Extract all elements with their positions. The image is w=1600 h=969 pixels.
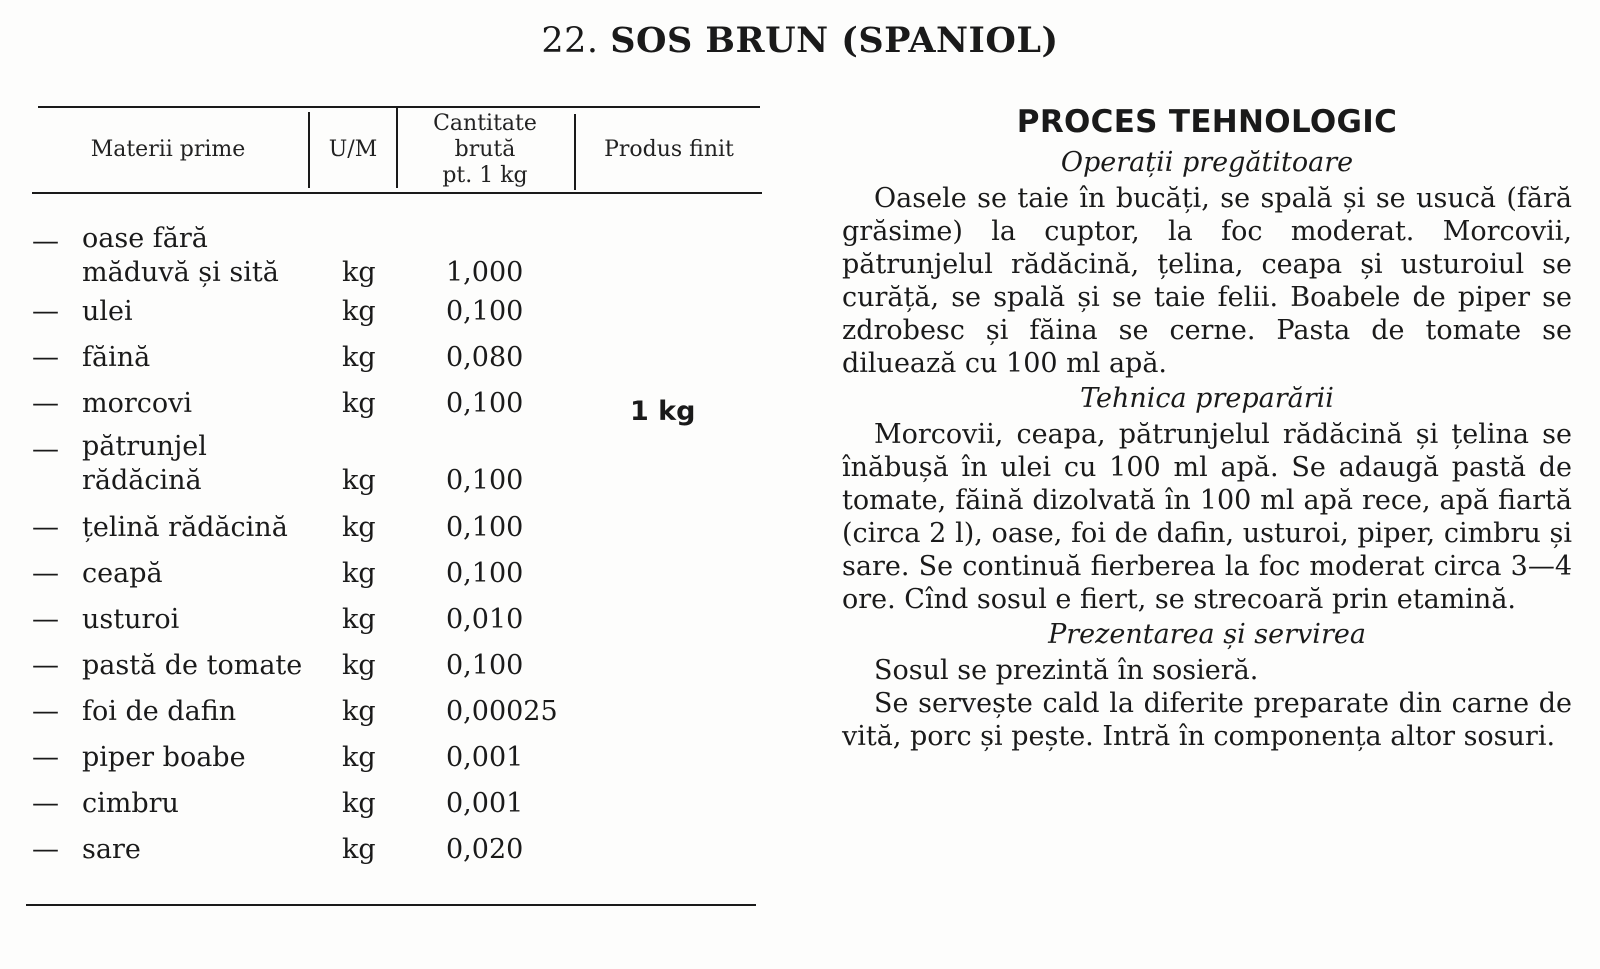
table-row [30,430,762,496]
ingredient-unit: kg [342,604,376,635]
ingredient-quantity: 0,100 [446,388,524,419]
ingredient-quantity: 0,020 [446,834,524,865]
table-row [30,738,762,778]
recipe-number: 22. [541,21,599,61]
row-dash: — [32,604,59,635]
header-produs-label: Produs finit [604,137,734,162]
ingredient-unit: kg [342,296,376,327]
row-dash: — [32,388,59,419]
header-separator-1 [308,112,310,188]
table-row [30,338,762,378]
ingredient-unit: kg [342,388,376,419]
ingredient-quantity: 0,100 [446,558,524,589]
ingredient-name: făină [82,342,151,373]
header-um-label: U/M [328,137,378,162]
ingredient-unit: kg [342,512,376,543]
ingredients-table [30,106,762,916]
ingredient-name: piper boabe [82,742,246,773]
row-dash: — [32,512,59,543]
ingredient-name-line2: măduvă și sită [82,257,279,288]
ingredient-unit: kg [342,742,376,773]
section-paragraph: Se servește cald la diferite preparate din carne de vită, porc și pește. Intră în componența altor sosuri. [842,688,1572,752]
ingredient-name-line1: pătrunjel [82,431,207,462]
section-title-tehnica: Tehnica preparării [1080,383,1334,414]
ingredient-quantity: 0,00025 [446,696,558,727]
ingredient-unit: kg [342,788,376,819]
ingredient-name: foi de dafin [82,696,237,727]
table-row [30,222,762,288]
ingredient-unit: kg [342,342,376,373]
section-title-operatii: Operații pregătitoare [1060,147,1354,178]
ingredient-name: usturoi [82,604,180,635]
row-dash: — [32,696,59,727]
ingredient-name: cimbru [82,788,179,819]
section-paragraph: Oasele se taie în bucăți, se spală și se usucă (fără grăsime) la cuptor, la foc moderat. Morcovii, pătrunjelul rădăcină, țelina, ceapa și usturoiul se curăță, se spală și se taie felii. Boabele de piper se zdrobesc și făina se cerne. Pasta de tomate se diluează cu 100 ml apă. [842,183,1572,379]
header-produs-finit [576,108,762,192]
row-dash: — [32,434,59,465]
header-materii-prime [30,108,306,192]
process-heading: PROCES TEHNOLOGIC [1016,104,1398,140]
process-section [842,100,1572,753]
ingredient-quantity: 0,100 [446,465,524,496]
table-row [30,830,762,870]
ingredient-quantity: 1,000 [446,257,524,288]
ingredient-quantity: 0,100 [446,650,524,681]
table-row [30,554,762,594]
ingredient-name: ulei [82,296,133,327]
page-title [0,20,1600,61]
row-dash: — [32,742,59,773]
row-dash: — [32,834,59,865]
ingredient-quantity: 0,080 [446,342,524,373]
ingredient-unit: kg [342,834,376,865]
ingredient-unit: kg [342,257,376,288]
row-dash: — [32,342,59,373]
row-dash: — [32,650,59,681]
ingredient-name: sare [82,834,141,865]
ingredient-name-line1: oase fără [82,223,208,254]
ingredient-quantity: 0,100 [446,512,524,543]
ingredient-name: pastă de tomate [82,650,303,681]
row-dash: — [32,788,59,819]
table-row [30,784,762,824]
ingredient-name: ceapă [82,558,163,589]
table-header-rule [32,192,762,194]
table-row [30,646,762,686]
produs-finit-value: 1 kg [630,396,696,427]
section-paragraph: Morcovii, ceapa, pătrunjelul rădăcină și țelina se înăbușă în ulei cu 100 ml apă. Se adaugă pastă de tomate, făină dizolvată în 100 ml apă rece, apă fiartă (circa 2 l), oase, foi de dafin, usturoi, piper, cimbru și sare. Se continuă fierberea la foc moderat circa 3—4 ore. Cînd sosul e fiert, se strecoară prin etamină. [842,419,1572,615]
ingredient-name: morcovi [82,388,193,419]
ingredient-quantity: 0,001 [446,788,524,819]
table-row [30,600,762,640]
ingredient-unit: kg [342,650,376,681]
table-row [30,692,762,732]
header-materii-label: Materii prime [90,137,246,162]
ingredient-unit: kg [342,558,376,589]
header-cantitate-line3: pt. 1 kg [442,163,528,188]
section-title-prezentarea: Prezentarea și servirea [1048,619,1366,650]
ingredient-quantity: 0,001 [446,742,524,773]
ingredient-unit: kg [342,696,376,727]
ingredient-quantity: 0,010 [446,604,524,635]
ingredient-unit: kg [342,465,376,496]
header-cantitate-line2: brută [454,137,516,162]
ingredient-name-line2: rădăcină [82,465,202,496]
header-um [312,108,394,192]
row-dash: — [32,226,59,257]
header-cantitate-line1: Cantitate [433,111,537,136]
table-bottom-rule [26,904,756,906]
ingredient-quantity: 0,100 [446,296,524,327]
section-paragraph: Sosul se prezintă în sosieră. [874,655,1259,686]
row-dash: — [32,558,59,589]
ingredient-name [82,222,279,290]
table-row [30,508,762,548]
header-cantitate [398,108,572,192]
row-dash: — [32,296,59,327]
ingredient-name: țelină rădăcină [82,512,288,543]
recipe-name: SOS BRUN (SPANIOL) [610,20,1059,61]
table-row [30,292,762,332]
ingredient-name [82,430,207,498]
